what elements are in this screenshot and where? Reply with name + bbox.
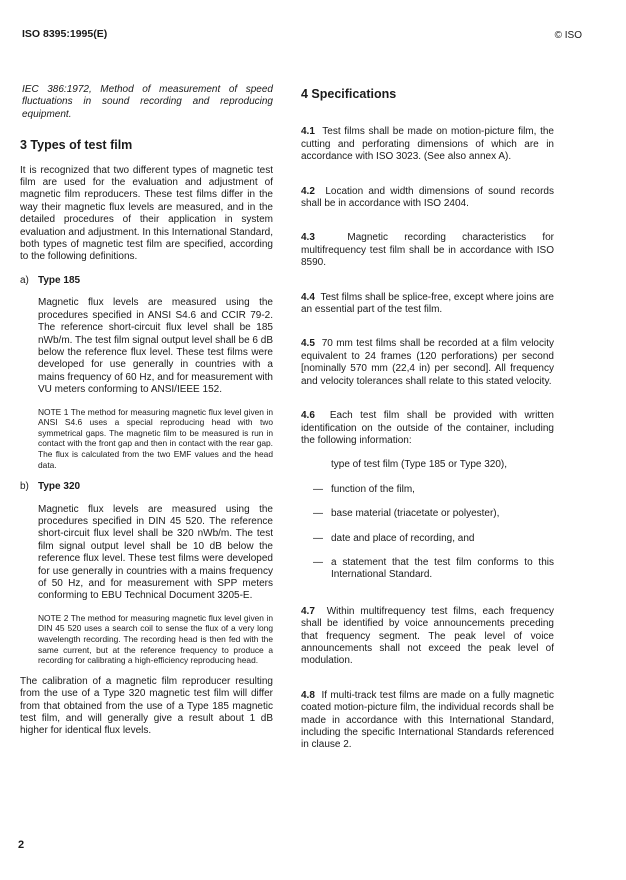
clause-text: 70 mm test films shall be recorded at a film velocity equivalent to 24 frames (120 perforations) per second [nominally 570 mm (22,4 in) per second]. All frequency and velocity tolerances shall relate to this stated velocity. — [301, 338, 554, 387]
clause-text: Magnetic recording characteristics for multifrequency test film shall be in accordance with ISO 8590. — [301, 232, 554, 269]
note-2: NOTE 2 The method for measuring magnetic flux level given in DIN 45 520 uses a search coil to sense the flux of a very long wavelength recording. The recording head is then fed with the same current, but at the reference frequency to produce a recording for calibrating a high-efficiency reproducing head. — [38, 612, 273, 666]
left-column — [20, 84, 273, 738]
list-item — [313, 533, 554, 545]
clause-number: 4.1 — [301, 126, 315, 138]
item-a-title — [20, 275, 273, 287]
identification-list — [301, 484, 554, 582]
item-a-letter: a) — [20, 274, 29, 286]
clause-4-1 — [301, 126, 554, 163]
clause-4-4 — [301, 292, 554, 317]
info-type-of-film: type of test film (Type 185 or Type 320), — [331, 459, 508, 471]
list-item — [313, 484, 554, 496]
item-b-letter: b) — [20, 481, 29, 493]
page-number: 2 — [18, 839, 25, 851]
note-1: NOTE 1 The method for measuring magnetic flux level given in ANSI S4.6 uses a special reproducing head with two symmetrical gaps. The magnetic film to be measured is run in contact with the front gap and then in contact with the rear gap. The flux is calculated from the two EMF values and the head data. — [38, 406, 273, 470]
dash-bullet: — — [313, 483, 323, 495]
list-item-text: a statement that the test film conforms to this International Standard. — [331, 556, 554, 581]
clause-text: Each test film shall be provided with written identification on the outside of the container, including the following information: — [301, 410, 554, 446]
dash-bullet: — — [313, 508, 323, 520]
list-item-text: function of the film, — [331, 483, 415, 495]
clause-number: 4.4 — [301, 291, 315, 303]
clause-4-8 — [301, 690, 554, 752]
section-4-heading: 4 Specifications — [301, 87, 397, 101]
clause-number: 4.8 — [301, 689, 315, 701]
reference-iec-386: IEC 386:1972, Method of measurement of speed fluctuations in sound recording and reproducing equipment. — [22, 84, 273, 120]
clause-4-6 — [301, 410, 554, 447]
clause-4-3 — [301, 232, 554, 269]
clause-4-2 — [301, 186, 554, 211]
list-item — [313, 557, 554, 582]
list-item — [313, 508, 554, 520]
item-a-body: Magnetic flux levels are measured using the procedures specified in ANSI S4.6 and CCIR 79-2. The reference short-circuit flux level shall be 185 nWb/m. The test film signal output level shall be 6 dB below the reference flux level. These test films were developed for use generally in countries with a mains frequency of 60 Hz, and for measurement with VU meters conforming to ANSI/IEEE 152. — [38, 297, 273, 396]
clause-text: Location and width dimensions of sound records shall be in accordance with ISO 2404. — [301, 185, 554, 210]
section-3-closing: The calibration of a magnetic film reproducer resulting from the use of a Type 320 magnetic test film will differ from that obtained from the use of a Type 185 magnetic test film, and will generally give a result about 1 dB higher for identical flux levels. — [20, 675, 273, 737]
list-item-text: date and place of recording, and — [331, 532, 475, 544]
clause-number: 4.3 — [301, 232, 315, 244]
clause-number: 4.7 — [301, 605, 315, 617]
item-type-320 — [20, 481, 273, 666]
section-3-heading: 3 Types of test film — [20, 138, 133, 153]
clause-number: 4.6 — [301, 410, 315, 422]
list-item-text: base material (triacetate or polyester), — [331, 508, 500, 520]
right-column — [301, 84, 554, 774]
clause-text: Test films shall be splice-free, except where joins are an essential part of the test film. — [301, 291, 554, 316]
section-3-intro: It is recognized that two different types of magnetic test film are used for the evaluation and adjustment of magnetic film reproducers. These test films differ in the way their magnetic flux levels are measured, and in the detailed procedures of their application in system evaluation and adjustment. In this International Standard, both types of magnetic test film are specified, according to the following definitions. — [20, 164, 273, 263]
item-b-title-text: Type 320 — [38, 481, 81, 493]
clause-text: Within multifrequency test films, each frequency shall be identified by voice announcements preceding that frequency segment. The peak level of voice announcements shall not exceed the peak level of modulation. — [301, 605, 554, 667]
item-b-title — [20, 481, 273, 493]
dash-bullet: — — [313, 556, 323, 568]
item-type-185 — [20, 275, 273, 470]
dash-bullet: — — [313, 532, 323, 544]
clause-text: Test films shall be made on motion-picture film, the cutting and perforating dimensions of which are in accordance with ISO 3023. (See also annex A). — [301, 126, 554, 163]
item-a-title-text: Type 185 — [38, 274, 81, 286]
clause-number: 4.5 — [301, 338, 315, 350]
clause-number: 4.2 — [301, 185, 315, 197]
item-b-body: Magnetic flux levels are measured using the procedures specified in DIN 45 520. The reference short-circuit flux level shall be 320 nWb/m. The test film signal output level shall be 10 dB below the reference flux level. These test films were developed for use generally in countries with a mains frequency of 50 Hz, and for measurement with SPP meters conforming to EBU Technical Document 3205-E. — [38, 503, 273, 602]
copyright-mark: © ISO — [554, 30, 582, 41]
document-code: ISO 8395:1995(E) — [22, 28, 108, 40]
clause-4-7 — [301, 606, 554, 668]
clause-4-5 — [301, 338, 554, 388]
clause-text: If multi-track test films are made on a fully magnetic coated motion-picture film, the individual records shall be made in accordance with this International Standard, including the specific International Standards referenced in clause 2. — [301, 689, 554, 751]
